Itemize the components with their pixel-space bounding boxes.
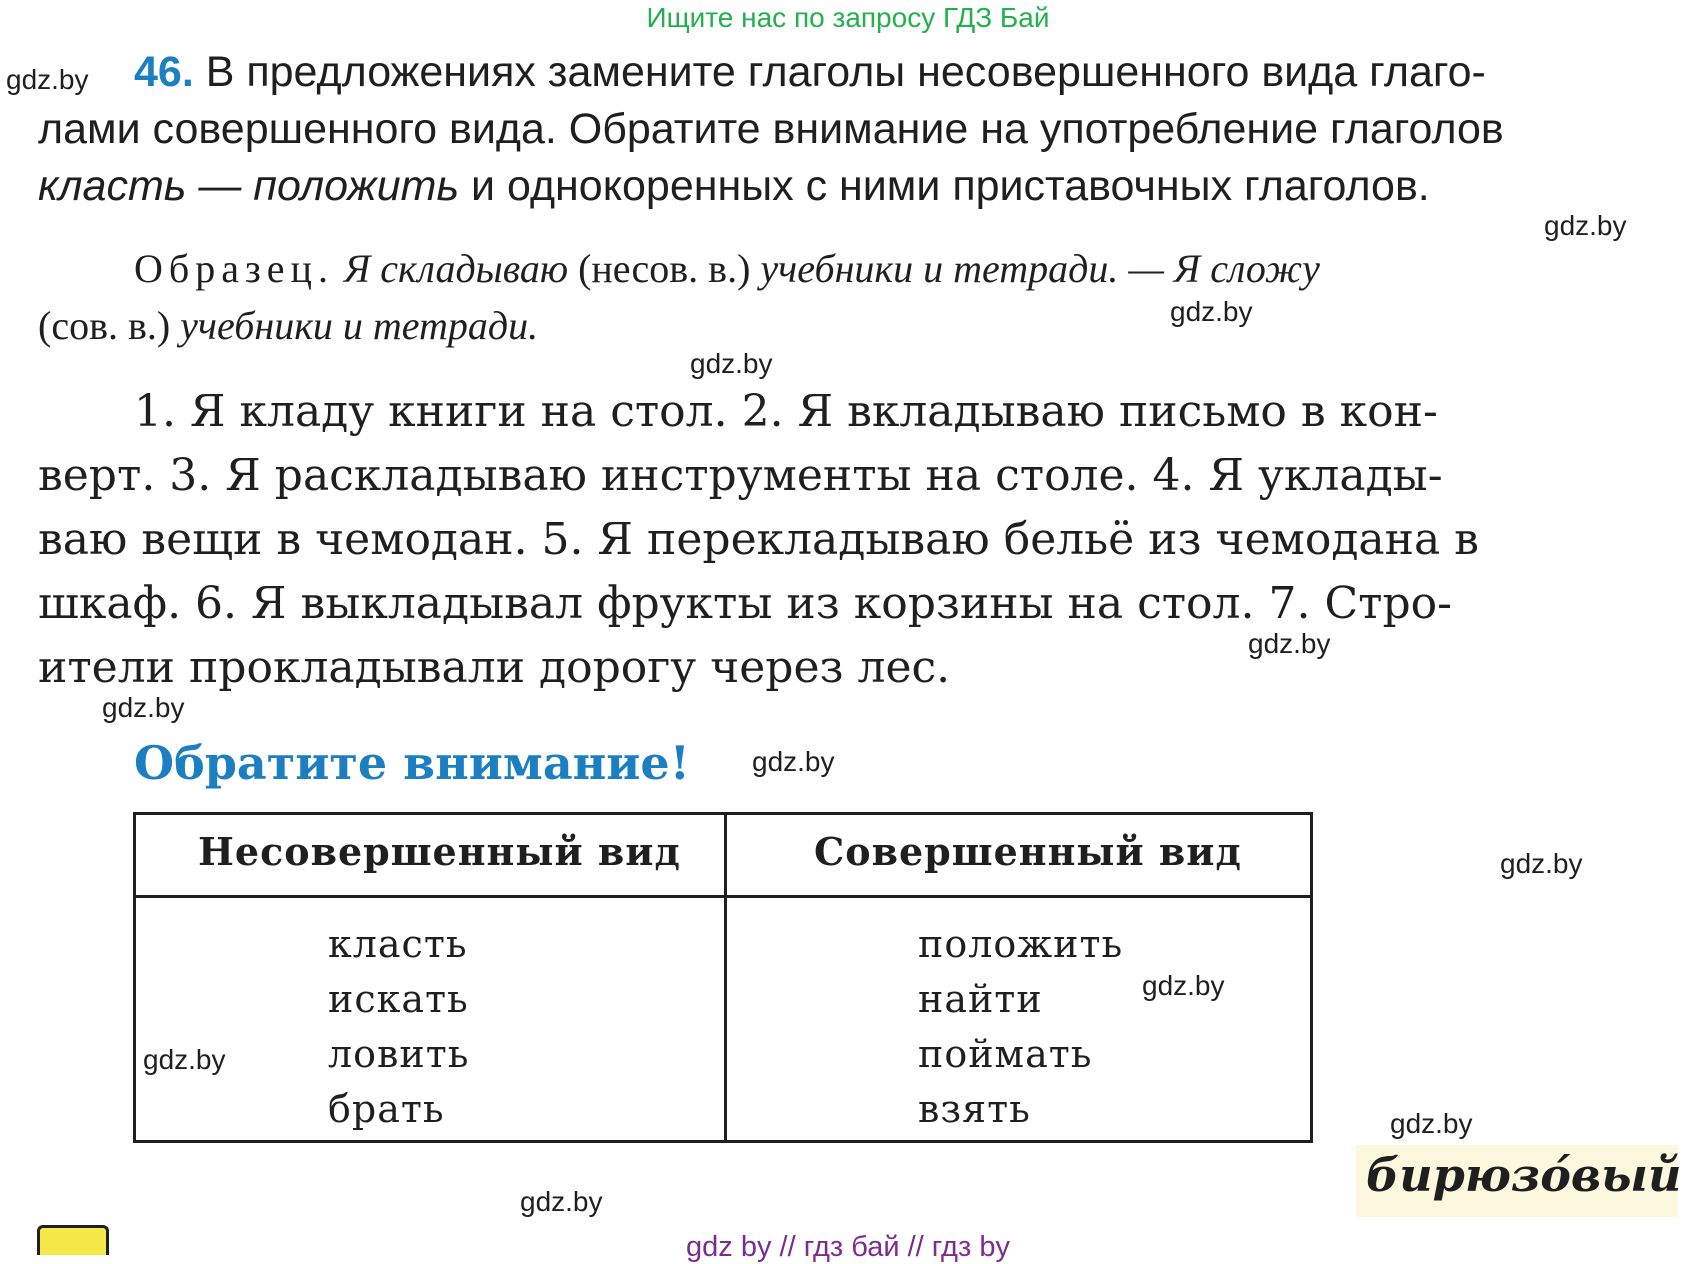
aspect-table bbox=[133, 812, 1313, 1143]
task-line-2: лами совершенного вида. Обратите внимание на употребление глаголов bbox=[38, 105, 1504, 153]
watermark: gdz.by bbox=[1500, 848, 1583, 879]
sample-line-2 bbox=[38, 297, 538, 354]
note-title: Обратите внимание! bbox=[134, 736, 690, 790]
exercise-line: верт. 3. Я раскладываю инструменты на столе. 4. Я уклады- bbox=[38, 450, 1443, 501]
table-header-rule bbox=[136, 895, 1310, 898]
table-header-perfective: Совершенный вид bbox=[814, 829, 1242, 874]
sample-aspect: (несов. в.) bbox=[568, 246, 761, 291]
verb: класть bbox=[328, 922, 468, 966]
verb: положить bbox=[918, 922, 1124, 966]
exercise-line: ваю вещи в чемодан. 5. Я перекладываю бельё из чемодана в bbox=[38, 514, 1479, 565]
vocab-word: бирюзо́вый bbox=[1366, 1148, 1682, 1202]
verb: брать bbox=[328, 1087, 445, 1131]
sample-text: учебники и тетради. — Я сложу bbox=[760, 246, 1320, 291]
watermark: gdz.by bbox=[102, 692, 185, 723]
watermark: gdz.by bbox=[520, 1186, 603, 1217]
watermark: gdz.by bbox=[143, 1044, 226, 1075]
verb: поймать bbox=[918, 1032, 1093, 1076]
watermark: gdz.by bbox=[1170, 296, 1253, 327]
task-text: и однокоренных с ними приставочных глаголов. bbox=[459, 162, 1430, 210]
sample-text: Я складываю bbox=[333, 246, 569, 291]
sample-text: учебники и тетради. bbox=[180, 303, 539, 348]
task-verbs-italic: класть — положить bbox=[38, 162, 460, 210]
perfective-verbs bbox=[918, 917, 1123, 1137]
verb: взять bbox=[918, 1087, 1031, 1131]
watermark: gdz.by bbox=[1248, 628, 1331, 659]
exercise-line: 1. Я кладу книги на стол. 2. Я вкладываю письмо в кон- bbox=[134, 386, 1438, 437]
sample-aspect: (сов. в.) bbox=[38, 303, 181, 348]
watermark: gdz.by bbox=[6, 64, 89, 95]
watermark: gdz.by bbox=[1390, 1108, 1473, 1139]
task-line-3 bbox=[38, 158, 1430, 215]
watermark: gdz.by bbox=[1142, 970, 1225, 1001]
verb: искать bbox=[328, 977, 469, 1021]
imperfective-verbs bbox=[328, 917, 469, 1137]
exercise-line: ители прокладывали дорогу через лес. bbox=[38, 642, 951, 693]
verb: ловить bbox=[328, 1032, 470, 1076]
table-header-imperfective: Несовершенный вид bbox=[198, 829, 681, 874]
top-banner[interactable]: Ищите нас по запросу ГДЗ Бай bbox=[646, 2, 1050, 33]
footer-links[interactable]: gdz by // гдз бай // гдз by bbox=[686, 1231, 1010, 1263]
watermark: gdz.by bbox=[690, 348, 773, 379]
verb: найти bbox=[918, 977, 1043, 1021]
table-divider bbox=[724, 815, 727, 1140]
task-line-1 bbox=[134, 44, 1486, 101]
task-number: 46. bbox=[134, 48, 194, 96]
watermark: gdz.by bbox=[1544, 210, 1627, 241]
exercise-line: шкаф. 6. Я выкладывал фрукты из корзины на стол. 7. Стро- bbox=[38, 578, 1452, 629]
sample-label: Образец. bbox=[134, 246, 334, 291]
sample-line-1 bbox=[134, 240, 1320, 297]
watermark: gdz.by bbox=[752, 746, 835, 777]
task-text: В предложениях замените глаголы несовершенного вида глаго- bbox=[205, 48, 1486, 96]
